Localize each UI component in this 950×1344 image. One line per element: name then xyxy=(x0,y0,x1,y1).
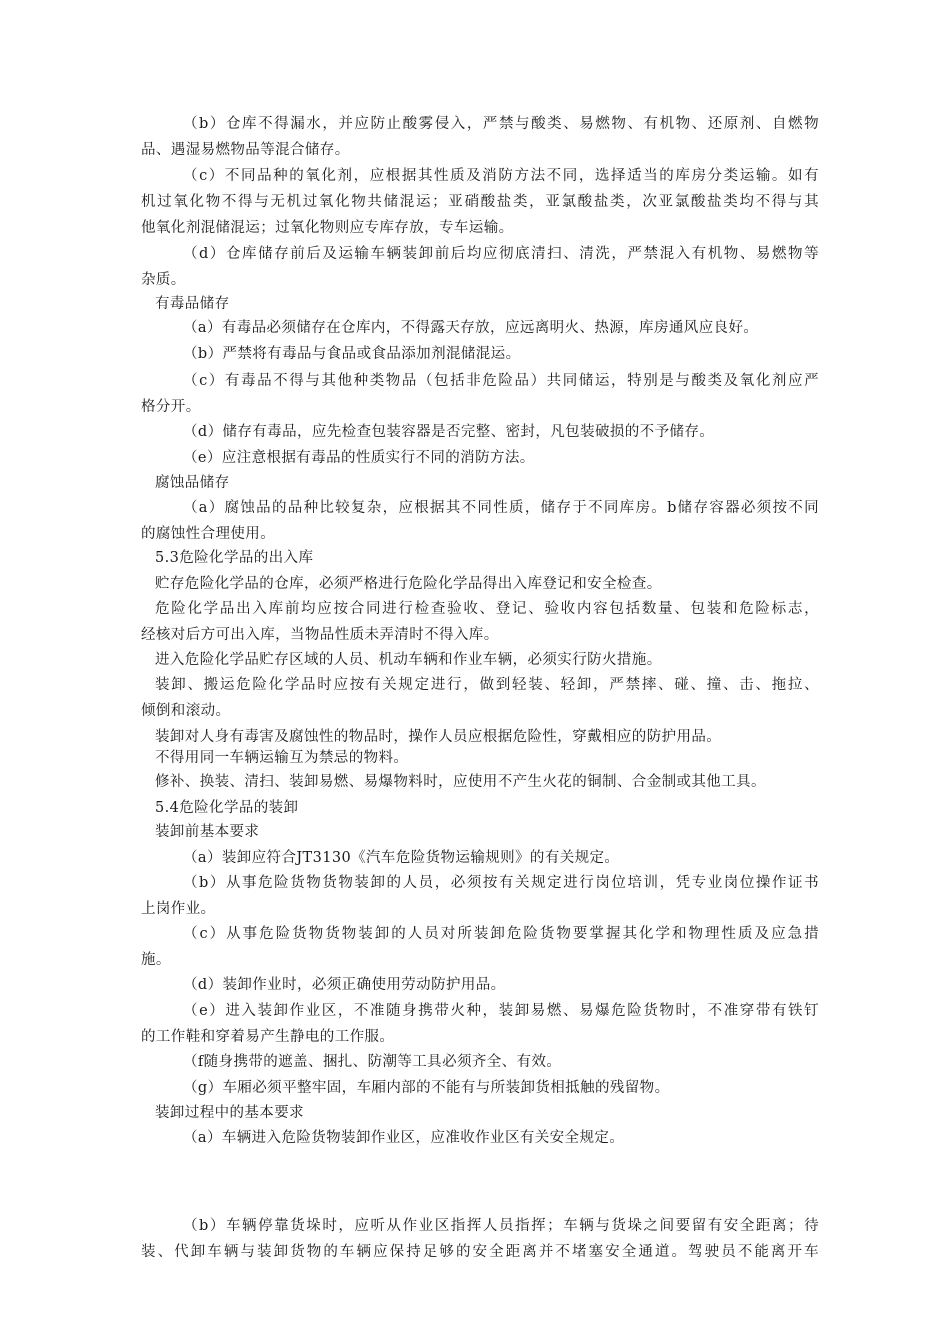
paragraph-line: （d）储存有毒品，应先检查包装容器是否完整、密封，凡包装破损的不予储存。 xyxy=(183,424,715,440)
section-heading: 5.3危险化学品的出入库 xyxy=(155,550,314,566)
paragraph-line: 倾倒和滚动。 xyxy=(141,703,231,719)
paragraph-line: 装、代卸车辆与装卸货物的车辆应保持足够的安全距离并不堵塞安全通道。驾驶员不能离开车 xyxy=(141,1244,819,1260)
paragraph-line: 施。 xyxy=(141,952,171,968)
paragraph-line: （d）仓库储存前后及运输车辆装卸前后均应彻底清扫、清洗，严禁混入有机物、易燃物等 xyxy=(183,246,819,262)
paragraph-line: 的工作鞋和穿着易产生静电的工作服。 xyxy=(141,1029,395,1045)
paragraph-line: （d）装卸作业时，必须正确使用劳动防护用品。 xyxy=(183,977,506,993)
paragraph-line: 装卸、搬运危险化学品时应按有关规定进行，做到轻装、轻卸，严禁摔、碰、撞、击、拖拉、 xyxy=(155,677,819,693)
section-heading: 腐蚀品储存 xyxy=(155,475,230,491)
paragraph-line: 上岗作业。 xyxy=(141,901,216,917)
paragraph-line: （c）从事危险货物货物装卸的人员对所装卸危险货物要掌握其化学和物理性质及应急措 xyxy=(183,926,819,942)
paragraph-line: （b）车辆停靠货垛时，应听从作业区指挥人员指挥；车辆与货垛之间要留有安全距离；待 xyxy=(183,1218,819,1234)
section-heading: 有毒品储存 xyxy=(155,296,230,312)
paragraph-line: 的腐蚀性合理使用。 xyxy=(141,526,276,542)
paragraph-line: （a）腐蚀品的品种比较复杂，应根据其不同性质，储存于不同库房。b储存容器必须按不同 xyxy=(183,500,819,516)
paragraph-line: （a）车辆进入危险货物装卸作业区，应准收作业区有关安全规定。 xyxy=(183,1130,625,1146)
paragraph-line: （e）应注意根据有毒品的性质实行不同的消防方法。 xyxy=(183,450,535,466)
paragraph-line: （f随身携带的遮盖、捆扎、防潮等工具必须齐全、有效。 xyxy=(183,1054,562,1070)
paragraph-line: （e）进入装卸作业区，不准随身携带火种，装卸易燃、易爆危险货物时，不准穿带有铁钉 xyxy=(183,1003,819,1019)
paragraph-line: （c）有毒品不得与其他种类物品（包括非危险品）共同储运，特别是与酸类及氧化剂应严 xyxy=(183,373,819,389)
paragraph-line: （b）严禁将有毒品与食品或食品添加剂混储混运。 xyxy=(183,346,521,362)
paragraph-line: （b）从事危险货物货物装卸的人员，必须按有关规定进行岗位培训，凭专业岗位操作证书 xyxy=(183,875,819,891)
paragraph-line: （c）不同品种的氧化剂，应根据其性质及消防方法不同，选择适当的库房分类运输。如有 xyxy=(183,168,819,184)
paragraph-line: 品、遇湿易燃物品等混合储存。 xyxy=(141,142,350,158)
paragraph-line: 他氧化剂混储混运；过氧化物则应专库存放，专车运输。 xyxy=(141,220,514,236)
paragraph-line: 装卸对人身有毒害及腐蚀性的物品时，操作人员应根据危险性，穿戴相应的防护用品。 xyxy=(155,729,722,745)
paragraph-line: （a）装卸应符合JT3130《汽车危险货物运输规则》的有关规定。 xyxy=(183,850,620,866)
paragraph-line: 贮存危险化学品的仓库，必须严格进行危险化学品得出入库登记和安全检查。 xyxy=(155,576,662,592)
paragraph-line: 格分开。 xyxy=(141,399,201,415)
paragraph-line: 修补、换装、清扫、装卸易燃、易爆物料时，应使用不产生火花的铜制、合金制或其他工具。 xyxy=(155,774,766,790)
paragraph-line: （g）车厢必须平整牢固，车厢内部的不能有与所装卸货相抵触的残留物。 xyxy=(183,1080,670,1096)
paragraph-line: 机过氧化物不得与无机过氧化物共储混运；亚硝酸盐类，亚氯酸盐类，次亚氯酸盐类均不得与其 xyxy=(141,194,819,210)
section-heading: 装卸前基本要求 xyxy=(155,824,260,840)
section-heading: 装卸过程中的基本要求 xyxy=(155,1105,304,1121)
paragraph-line: 进入危险化学品贮存区域的人员、机动车辆和作业车辆，必须实行防火措施。 xyxy=(155,652,662,668)
paragraph-line: 杂质。 xyxy=(141,272,186,288)
paragraph-line: （b）仓库不得漏水，并应防止酸雾侵入，严禁与酸类、易燃物、有机物、还原剂、自燃物 xyxy=(183,116,819,132)
paragraph-line: 危险化学品出入库前均应按合同进行检查验收、登记、验收内容包括数量、包装和危险标志， xyxy=(155,601,819,617)
paragraph-line: 经核对后方可出入库，当物品性质未弄清时不得入库。 xyxy=(141,627,499,643)
paragraph-line: 不得用同一车辆运输互为禁忌的物料。 xyxy=(155,750,409,766)
section-heading: 5.4危险化学品的装卸 xyxy=(155,800,299,816)
paragraph-line: （a）有毒品必须储存在仓库内，不得露天存放，应远离明火、热源，库房通风应良好。 xyxy=(183,320,759,336)
